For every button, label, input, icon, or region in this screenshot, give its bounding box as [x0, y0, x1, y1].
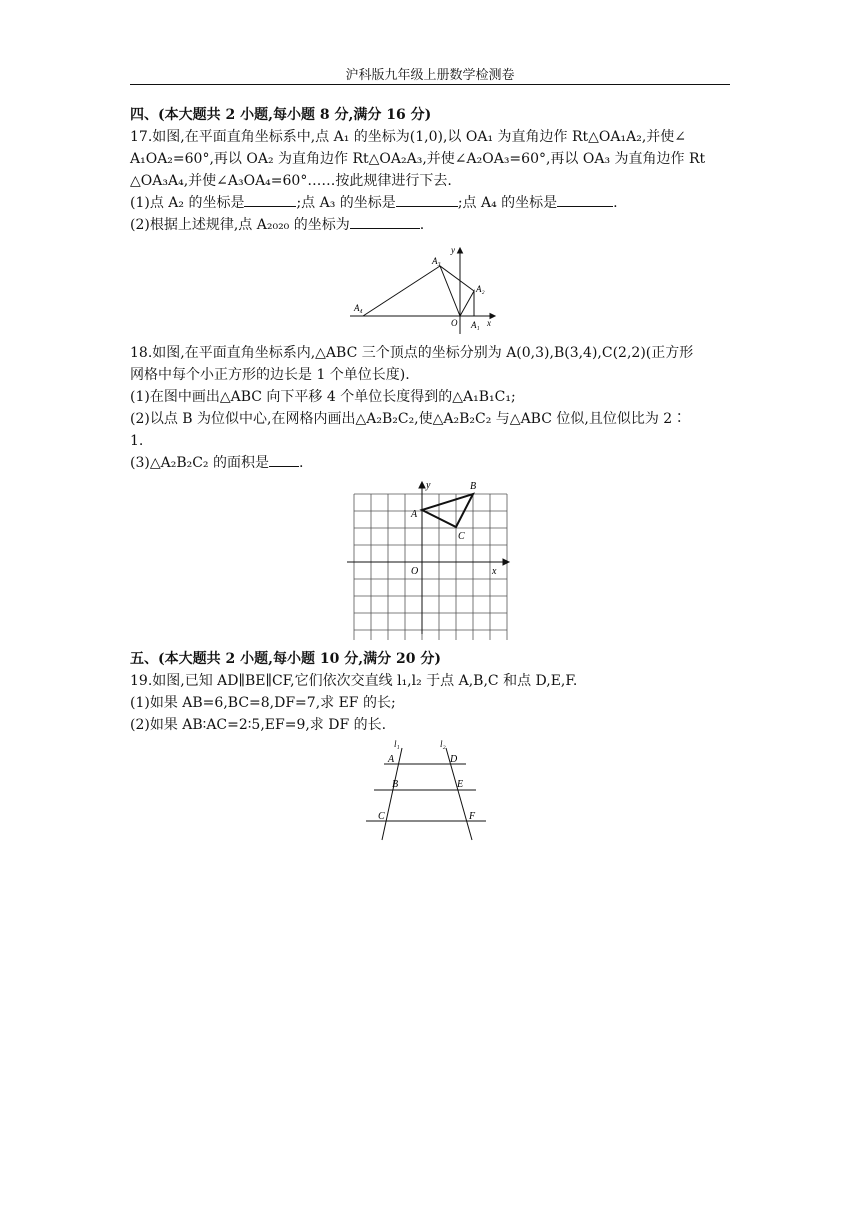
label-e: E — [457, 779, 464, 790]
q18-part-1: (1)在图中画出△ABC 向下平移 4 个单位长度得到的△A₁B₁C₁; — [130, 389, 516, 405]
y-axis-arrow — [419, 482, 425, 488]
q17-line-3: △OA₃A₄,并使∠A₃OA₄=60°……按此规律进行下去. — [130, 173, 452, 189]
answer-blank-a3[interactable] — [396, 192, 458, 207]
label-a4: A₄ — [354, 303, 363, 313]
label-a3: A₃ — [432, 256, 441, 266]
label-d: D — [450, 754, 458, 765]
label-l2: l₂ — [440, 740, 446, 749]
label-c: C — [378, 811, 385, 822]
x-axis-arrow — [503, 559, 509, 565]
q17-p2-text: (2)根据上述规律,点 A₂₀₂₀ 的坐标为 — [130, 217, 350, 233]
q18-p3-end: . — [299, 455, 304, 471]
triangle-abc — [422, 494, 473, 527]
label-a: A — [411, 509, 418, 520]
answer-blank-a4[interactable] — [557, 192, 613, 207]
label-origin: O — [451, 318, 458, 328]
q19-part-2: (2)如果 AB∶AC=2∶5,EF=9,求 DF 的长. — [130, 717, 387, 733]
answer-blank-area[interactable] — [269, 452, 299, 467]
q18-line-1: 18.如图,在平面直角坐标系内,△ABC 三个顶点的坐标分别为 A(0,3),B(3,4),C(2,2)(正方形 — [130, 345, 694, 361]
q19-line-1: 19.如图,已知 AD∥BE∥CF,它们依次交直线 l₁,l₂ 于点 A,B,C 和点 D,E,F. — [130, 673, 578, 689]
q17-p1-b: ;点 A₃ 的坐标是 — [296, 195, 396, 211]
y-axis-arrow — [458, 248, 463, 253]
q17-line-2: A₁OA₂=60°,再以 OA₂ 为直角边作 Rt△OA₂A₃,并使∠A₂OA₃=60°,再以 OA₃ 为直角边作 Rt — [130, 151, 706, 167]
section-4-title: 四、(本大题共 2 小题,每小题 8 分,满分 16 分) — [130, 107, 432, 123]
q18-part-2b: 1. — [130, 433, 144, 449]
q17-part-2 — [130, 214, 730, 236]
q18-grid-figure — [347, 480, 513, 640]
label-b: B — [392, 779, 399, 790]
label-b: B — [470, 481, 477, 492]
label-a1: A₁ — [471, 320, 480, 330]
q19-figure — [366, 740, 494, 846]
grid-lines — [354, 494, 507, 640]
q18-part-3 — [130, 452, 730, 474]
q18-part-2a: (2)以点 B 为位似中心,在网格内画出△A₂B₂C₂,使△A₂B₂C₂ 与△ABC 位似,且位似比为 2∶ — [130, 411, 687, 427]
label-x: x — [492, 566, 497, 577]
label-y: y — [451, 245, 455, 255]
question-18 — [130, 342, 730, 640]
q18-p3-text: (3)△A₂B₂C₂ 的面积是 — [130, 455, 269, 471]
triangle-oa3a4 — [363, 266, 440, 316]
q17-figure — [350, 244, 510, 336]
q17-p1-end: . — [613, 195, 618, 211]
q19-part-1: (1)如果 AB=6,BC=8,DF=7,求 EF 的长; — [130, 695, 396, 711]
q17-p2-end: . — [419, 217, 425, 233]
q17-p1-c: ;点 A₄ 的坐标是 — [457, 195, 558, 211]
label-l1: l₁ — [394, 740, 400, 749]
page-header: 沪科版九年级上册数学检测卷 — [345, 68, 515, 83]
label-y: y — [426, 480, 431, 491]
label-x: x — [487, 318, 491, 328]
q17-p1-a: (1)点 A₂ 的坐标是 — [130, 195, 245, 211]
exam-content — [130, 104, 730, 846]
label-f: F — [469, 811, 476, 822]
question-17 — [130, 126, 730, 336]
question-19 — [130, 670, 730, 846]
label-origin: O — [411, 566, 419, 577]
label-a2: A₂ — [476, 284, 485, 294]
triangle-oa1a2 — [460, 291, 474, 316]
header-rule — [130, 84, 730, 85]
label-c: C — [458, 531, 465, 542]
label-a: A — [388, 754, 395, 765]
q18-line-2: 网格中每个小正方形的边长是 1 个单位长度). — [130, 367, 410, 383]
answer-blank-a2020[interactable] — [350, 214, 420, 229]
answer-blank-a2[interactable] — [244, 192, 296, 207]
section-5-title: 五、(本大题共 2 小题,每小题 10 分,满分 20 分) — [130, 651, 441, 667]
q17-line-1: 17.如图,在平面直角坐标系中,点 A₁ 的坐标为(1,0),以 OA₁ 为直角边作 Rt△OA₁A₂,并使∠ — [130, 129, 687, 145]
triangle-oa2a3 — [440, 266, 474, 316]
q17-part-1 — [130, 192, 730, 214]
